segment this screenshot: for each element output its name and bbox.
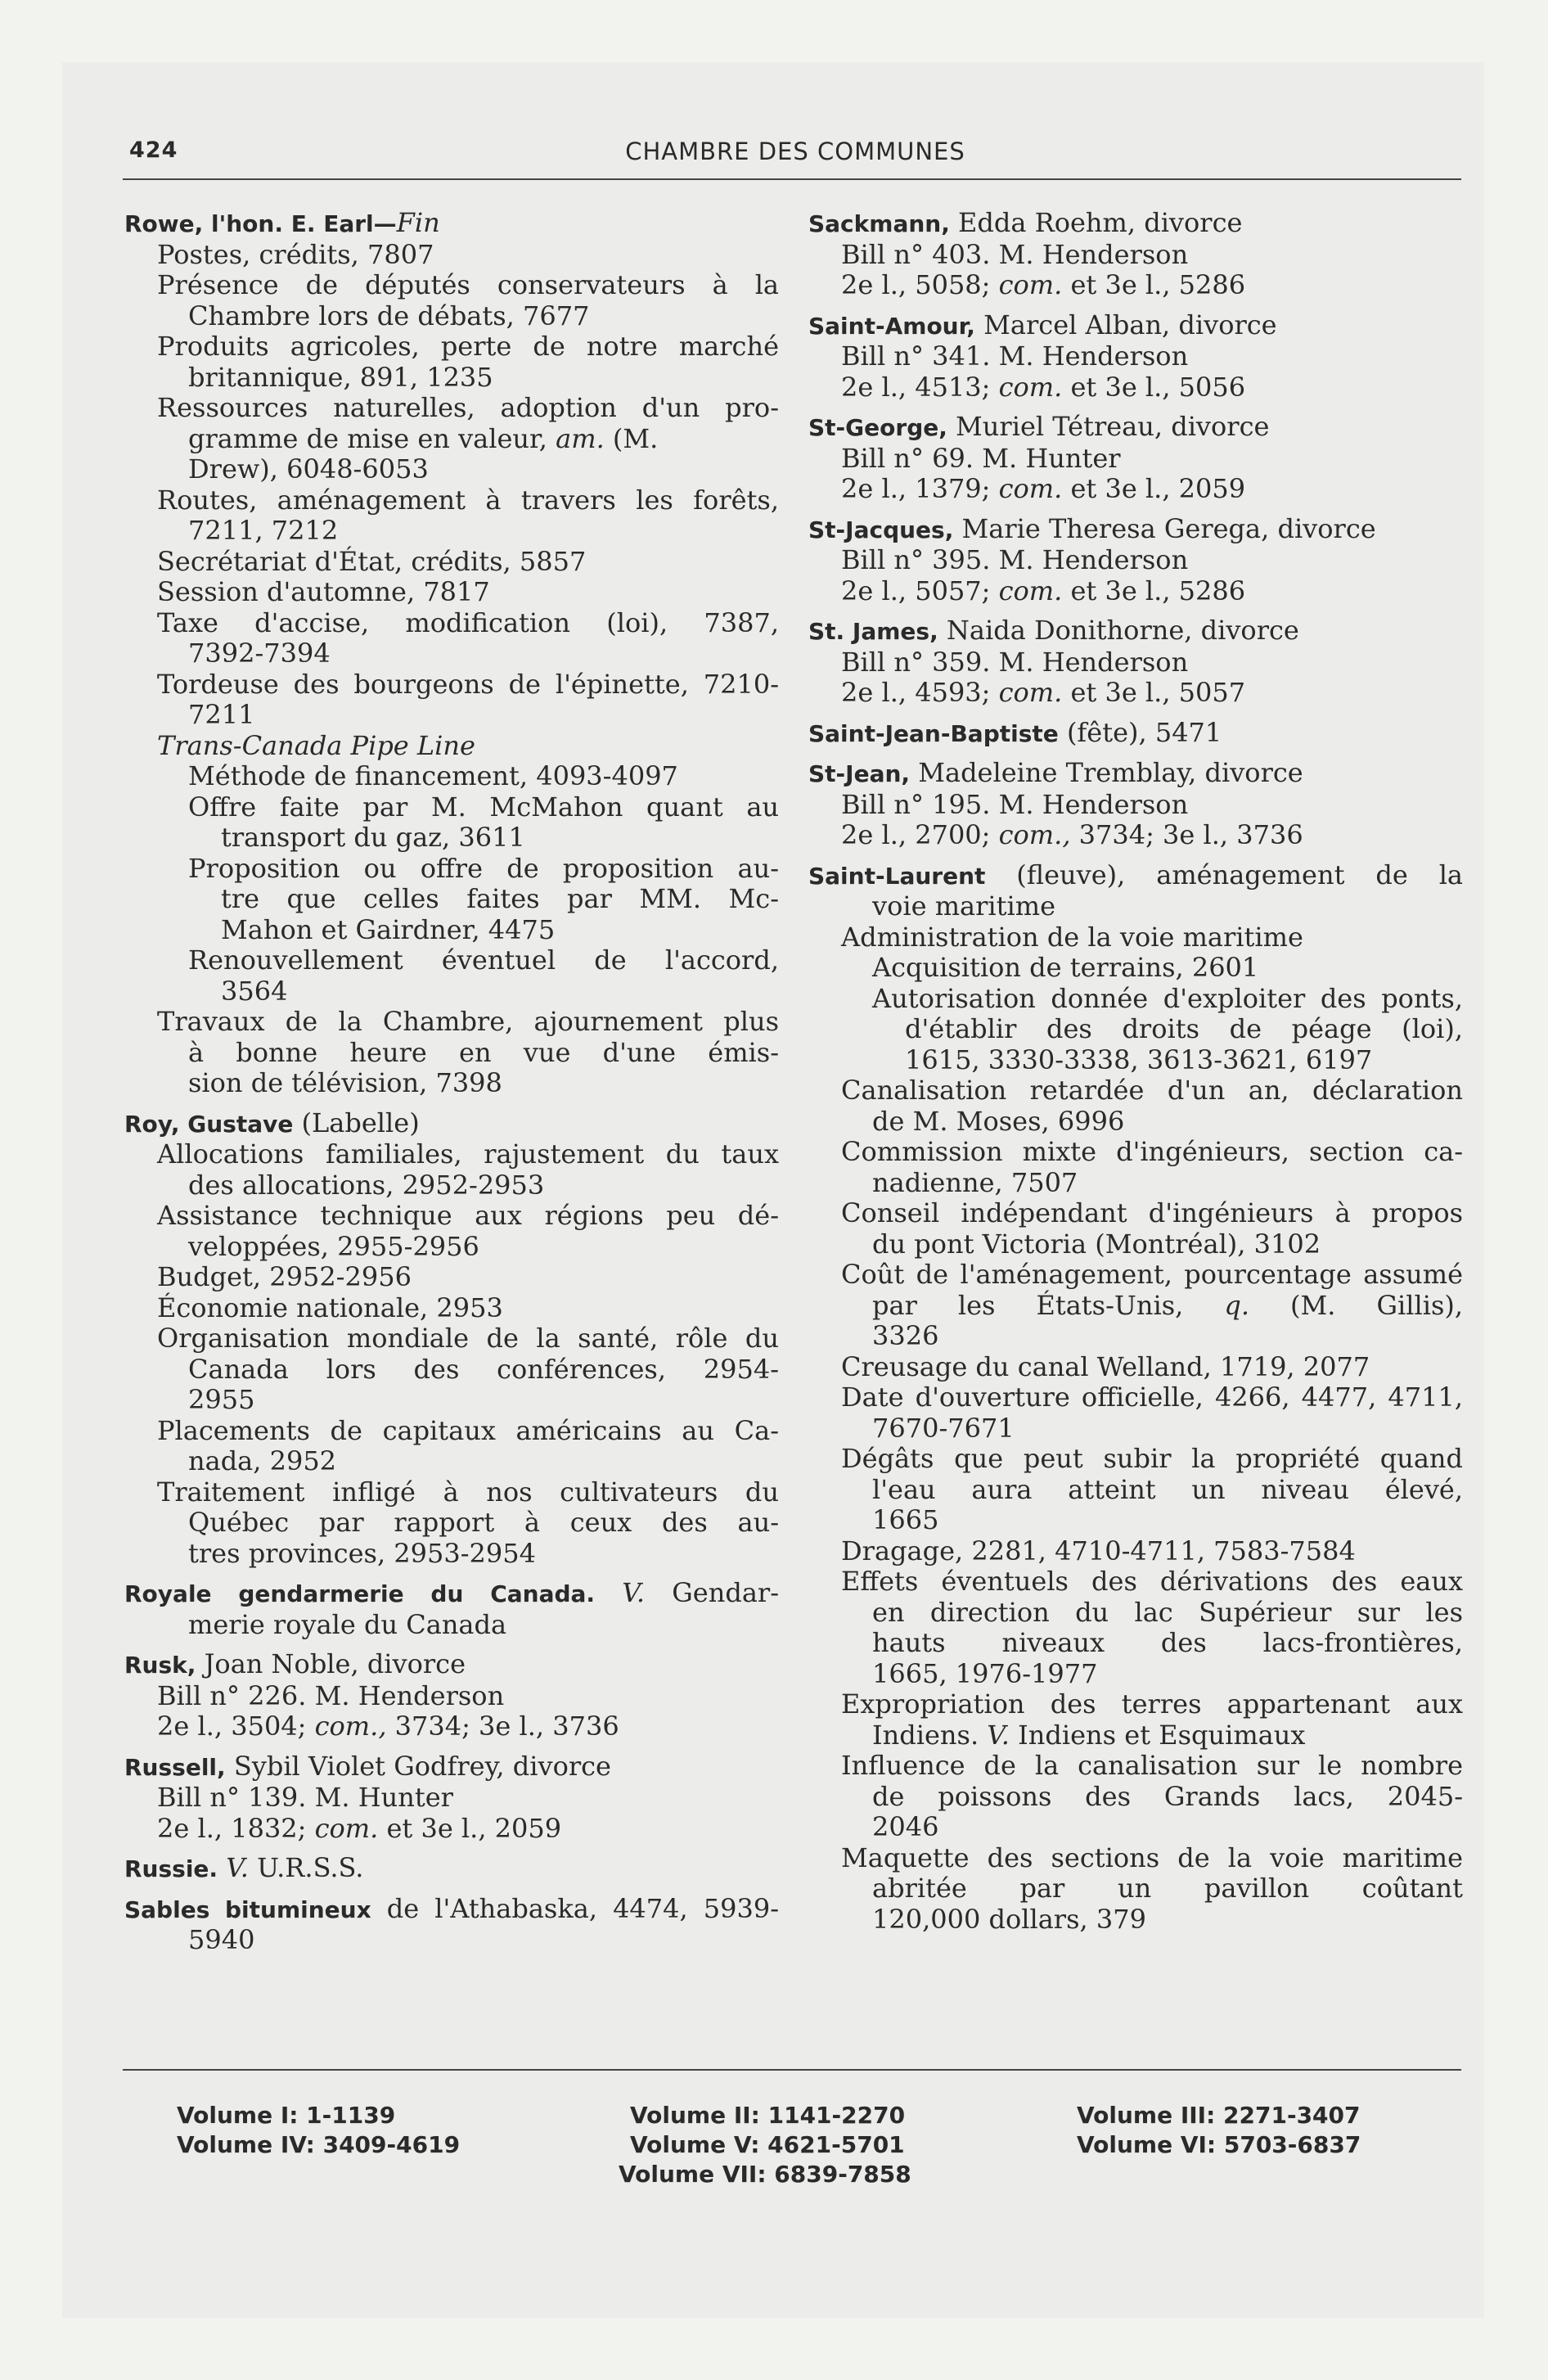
index-line: Autorisation donnée d'exploiter des ponts, xyxy=(872,982,1463,1014)
text: 2e l., 5057; xyxy=(841,575,991,606)
entry-heading: St. James, xyxy=(808,618,938,645)
index-line: Effets éventuels des dérivations des eaux xyxy=(841,1566,1463,1597)
index-line: Bill n° 395. M. Henderson xyxy=(841,544,1189,575)
index-line: 3564 xyxy=(221,975,288,1007)
volume-range: Volume I: 1-1139 xyxy=(177,2102,396,2129)
index-line: Bill n° 195. M. Henderson xyxy=(841,788,1189,820)
index-line xyxy=(124,731,779,762)
text: Gendar- xyxy=(644,1577,779,1608)
text: (M. xyxy=(612,422,659,454)
index-line: 7670-7671 xyxy=(872,1412,1015,1444)
text: Naida Donithorne, divorce xyxy=(938,615,1299,646)
index-line: 2955 xyxy=(188,1384,255,1415)
text: et 3e l., 2059 xyxy=(1070,473,1246,504)
text-italic: com. xyxy=(998,575,1063,606)
text: gramme de mise en valeur, xyxy=(188,422,547,454)
entry-heading: Saint-Laurent xyxy=(808,862,986,890)
text: Marcel Alban, divorce xyxy=(974,309,1277,340)
index-line: à bonne heure en vue d'une émis- xyxy=(188,1036,779,1068)
index-line: Renouvellement éventuel de l'accord, xyxy=(188,944,779,976)
index-line: Bill n° 69. M. Hunter xyxy=(841,442,1121,474)
index-line: 120,000 dollars, 379 xyxy=(872,1903,1146,1935)
index-line: Traitement infligé à nos cultivateurs du xyxy=(157,1476,779,1508)
text: de l'Athabaska, 4474, 5939- xyxy=(371,1892,780,1924)
index-line: Québec par rapport à ceux des au- xyxy=(188,1507,779,1538)
entry-st-george xyxy=(808,412,1463,505)
text: Indiens et Esquimaux xyxy=(1018,1719,1306,1751)
text: 3734; 3e l., 3736 xyxy=(394,1711,619,1742)
index-line: Drew), 6048-6053 xyxy=(188,453,429,485)
text: 2e l., 3504; xyxy=(157,1711,307,1742)
index-line: sion de télévision, 7398 xyxy=(188,1067,502,1098)
index-line: Administration de la voie maritime xyxy=(841,921,1303,953)
entry-st-jean xyxy=(808,758,1463,851)
index-line: Travaux de la Chambre, ajournement plus xyxy=(157,1006,779,1037)
text: 2e l., 1832; xyxy=(157,1812,307,1844)
index-line: Canalisation retardée d'un an, déclaration xyxy=(841,1075,1463,1106)
entry-heading: Roy, Gustave xyxy=(124,1110,294,1138)
index-line: Budget, 2952-2956 xyxy=(157,1261,412,1292)
text-italic: am. xyxy=(556,422,605,454)
index-line: merie royale du Canada xyxy=(188,1608,507,1640)
index-line: Dégâts que peut subir la propriété quand xyxy=(841,1443,1463,1474)
index-line: Offre faite par M. McMahon quant au xyxy=(188,791,779,823)
entry-heading: Royale gendarmerie du Canada. xyxy=(124,1580,596,1607)
text: Madeleine Tremblay, divorce xyxy=(910,757,1303,788)
index-line: Acquisition de terrains, 2601 xyxy=(872,952,1259,983)
index-line: tres provinces, 2953-2954 xyxy=(188,1537,536,1569)
index-line: Économie nationale, 2953 xyxy=(157,1291,503,1323)
index-line: nadienne, 7507 xyxy=(872,1166,1078,1198)
entry-royale xyxy=(124,1578,779,1640)
text: Indiens. xyxy=(872,1719,979,1751)
index-line: Bill n° 226. M. Henderson xyxy=(157,1679,505,1711)
text-italic: com. xyxy=(314,1812,379,1844)
index-line: Commission mixte d'ingénieurs, section ca- xyxy=(841,1136,1463,1167)
entry-saint-laurent xyxy=(808,860,1463,1936)
index-line: 1615, 3330-3338, 3613-3621, 6197 xyxy=(905,1044,1373,1075)
index-line: abritée par un pavillon coûtant xyxy=(872,1873,1463,1904)
text: 2e l., 2700; xyxy=(841,819,991,850)
index-line: nada, 2952 xyxy=(188,1445,337,1476)
index-line: 2046 xyxy=(872,1811,939,1842)
text: (M. Gillis), xyxy=(1290,1289,1464,1321)
entry-heading: Saint-Jean-Baptiste xyxy=(808,719,1059,747)
text: 2e l., 4593; xyxy=(841,677,991,708)
entry-heading: Rusk, xyxy=(124,1652,196,1679)
index-line: Date d'ouverture officielle, 4266, 4477, 4711, xyxy=(841,1382,1463,1413)
entry-st-jacques xyxy=(808,514,1463,607)
volume-range: Volume II: 1141-2270 xyxy=(630,2102,906,2129)
entry-heading: Russie. xyxy=(124,1855,218,1882)
volume-range: Volume VI: 5703-6837 xyxy=(1077,2131,1361,2158)
text-italic: com. xyxy=(998,473,1063,504)
index-line: Influence de la canalisation sur le nombre xyxy=(841,1750,1463,1781)
index-line: Allocations familiales, rajustement du taux xyxy=(157,1138,779,1170)
entry-heading: St-Jacques, xyxy=(808,516,954,543)
index-line: Présence de députés conservateurs à la xyxy=(157,269,779,300)
index-line: Maquette des sections de la voie maritime xyxy=(841,1841,1463,1873)
text-italic: Trans-Canada Pipe Line xyxy=(157,729,475,761)
text-italic: com. xyxy=(998,269,1063,300)
text: 2e l., 1379; xyxy=(841,473,991,504)
volume-range: Volume IV: 3409-4619 xyxy=(177,2131,461,2158)
text: et 3e l., 5286 xyxy=(1070,269,1246,300)
index-line: voie maritime xyxy=(872,890,1056,922)
index-line: veloppées, 2955-2956 xyxy=(188,1230,479,1262)
text: (fleuve), aménagement de la xyxy=(985,859,1463,890)
entry-heading: Sables bitumineux xyxy=(124,1895,371,1923)
entry-saint-jean-baptiste xyxy=(808,718,1463,750)
index-line xyxy=(124,424,779,455)
text: (fête), 5471 xyxy=(1058,716,1222,748)
index-line: Proposition ou offre de proposition au- xyxy=(188,852,779,884)
text: et 3e l., 5286 xyxy=(1070,575,1246,606)
text: Muriel Tétreau, divorce xyxy=(947,411,1270,442)
index-line: 3326 xyxy=(872,1320,939,1351)
text-italic: V. xyxy=(622,1577,645,1608)
index-line: 5940 xyxy=(188,1924,255,1955)
index-line: Bill n° 403. M. Henderson xyxy=(841,238,1189,270)
index-line: Bill n° 359. M. Henderson xyxy=(841,646,1189,678)
entry-rusk xyxy=(124,1649,779,1742)
text-italic: com. xyxy=(998,371,1063,403)
entry-heading: Sackmann, xyxy=(808,210,950,237)
entry-russie xyxy=(124,1853,779,1885)
index-line: de M. Moses, 6996 xyxy=(872,1105,1125,1137)
index-line: Ressources naturelles, adoption d'un pro- xyxy=(157,392,779,423)
entry-rowe xyxy=(124,208,779,1099)
entry-heading-italic: Fin xyxy=(396,207,440,238)
index-line: des allocations, 2952-2953 xyxy=(188,1169,545,1201)
entry-heading: Saint-Amour, xyxy=(808,312,975,340)
index-line: Secrétariat d'État, crédits, 5857 xyxy=(157,545,587,577)
text: Joan Noble, divorce xyxy=(196,1648,466,1679)
index-line: 7211, 7212 xyxy=(188,515,339,546)
entry-sackmann xyxy=(808,208,1463,301)
page-number: 424 xyxy=(129,137,178,163)
text-italic: com. xyxy=(998,677,1063,708)
index-line: Organisation mondiale de la santé, rôle du xyxy=(157,1323,779,1354)
header-rule xyxy=(123,178,1461,180)
index-line: Méthode de financement, 4093-4097 xyxy=(188,760,678,791)
volume-range: Volume V: 4621-5701 xyxy=(630,2131,905,2158)
index-line: 1665 xyxy=(872,1504,939,1535)
index-line: Coût de l'aménagement, pourcentage assumé xyxy=(841,1259,1463,1290)
index-line: Taxe d'accise, modification (loi), 7387, xyxy=(157,606,779,638)
volume-range: Volume III: 2271-3407 xyxy=(1077,2102,1361,2129)
index-line: Dragage, 2281, 4710-4711, 7583-7584 xyxy=(841,1535,1356,1566)
text: 2e l., 5058; xyxy=(841,269,991,300)
index-line: du pont Victoria (Montréal), 3102 xyxy=(872,1228,1321,1260)
index-line: Bill n° 341. M. Henderson xyxy=(841,340,1189,372)
index-line: Chambre lors de débats, 7677 xyxy=(188,300,590,331)
entry-roy xyxy=(124,1108,779,1570)
index-line: transport du gaz, 3611 xyxy=(221,822,525,853)
text-italic: q. xyxy=(1224,1289,1249,1321)
index-line: Creusage du canal Welland, 1719, 2077 xyxy=(841,1350,1370,1382)
text-italic: V. xyxy=(226,1852,249,1883)
index-line: de poissons des Grands lacs, 2045- xyxy=(872,1780,1463,1812)
entry-russell xyxy=(124,1751,779,1845)
entry-saint-amour xyxy=(808,310,1463,403)
entry-heading: St-Jean, xyxy=(808,760,911,787)
index-line: Placements de capitaux américains au Ca- xyxy=(157,1414,779,1446)
text: Edda Roehm, divorce xyxy=(949,207,1243,238)
index-line: 7392-7394 xyxy=(188,638,331,669)
page-title: CHAMBRE DES COMMUNES xyxy=(625,137,965,165)
entry-heading: Rowe, l'hon. E. Earl— xyxy=(124,210,397,237)
text: et 3e l., 2059 xyxy=(386,1812,562,1844)
text-italic: com., xyxy=(314,1711,387,1742)
index-line: Expropriation des terres appartenant aux xyxy=(841,1688,1463,1720)
index-line: Routes, aménagement à travers les forêts, xyxy=(157,484,779,516)
entry-heading: Russell, xyxy=(124,1753,226,1781)
index-line: Produits agricoles, perte de notre marché xyxy=(157,331,779,362)
index-line: Assistance technique aux régions peu dé- xyxy=(157,1200,779,1231)
text: et 3e l., 5056 xyxy=(1070,371,1246,403)
entry-st-james xyxy=(808,615,1463,709)
text: Sybil Violet Godfrey, divorce xyxy=(225,1750,611,1782)
text: Marie Theresa Gerega, divorce xyxy=(953,512,1376,544)
left-column xyxy=(124,208,779,1956)
index-line: Session d'automne, 7817 xyxy=(157,576,490,607)
index-line: britannique, 891, 1235 xyxy=(188,361,493,393)
text: par les États-Unis, xyxy=(872,1289,1184,1321)
index-line: hauts niveaux des lacs-frontières, xyxy=(872,1627,1463,1658)
footer-rule xyxy=(123,2069,1461,2071)
index-line: 1665, 1976-1977 xyxy=(872,1657,1098,1689)
index-line: d'établir des droits de péage (loi), xyxy=(905,1013,1463,1044)
text: (Labelle) xyxy=(293,1107,420,1138)
index-line: en direction du lac Supérieur sur les xyxy=(872,1596,1463,1628)
right-column xyxy=(808,208,1463,1935)
text: 2e l., 4513; xyxy=(841,371,991,403)
index-line: Tordeuse des bourgeons de l'épinette, 7210- xyxy=(157,668,779,700)
text: 3734; 3e l., 3736 xyxy=(1078,819,1303,850)
text: et 3e l., 5057 xyxy=(1070,677,1246,708)
index-line: tre que celles faites par MM. Mc- xyxy=(221,883,779,914)
index-line: Mahon et Gairdner, 4475 xyxy=(221,913,556,945)
index-line: Bill n° 139. M. Hunter xyxy=(157,1782,453,1813)
text-italic: com., xyxy=(998,819,1071,850)
index-line: Canada lors des conférences, 2954- xyxy=(188,1353,779,1385)
entry-sables xyxy=(124,1894,779,1956)
index-line: 7211 xyxy=(188,699,255,730)
index-line: l'eau aura atteint un niveau élevé, xyxy=(872,1473,1463,1505)
index-line: Conseil indépendant d'ingénieurs à propos xyxy=(841,1197,1463,1228)
entry-heading: St-George, xyxy=(808,414,947,441)
volume-range: Volume VII: 6839-7858 xyxy=(619,2161,911,2188)
text-italic: V. xyxy=(987,1719,1010,1751)
index-line: Postes, crédits, 7807 xyxy=(157,238,434,270)
text: U.R.S.S. xyxy=(248,1852,364,1883)
